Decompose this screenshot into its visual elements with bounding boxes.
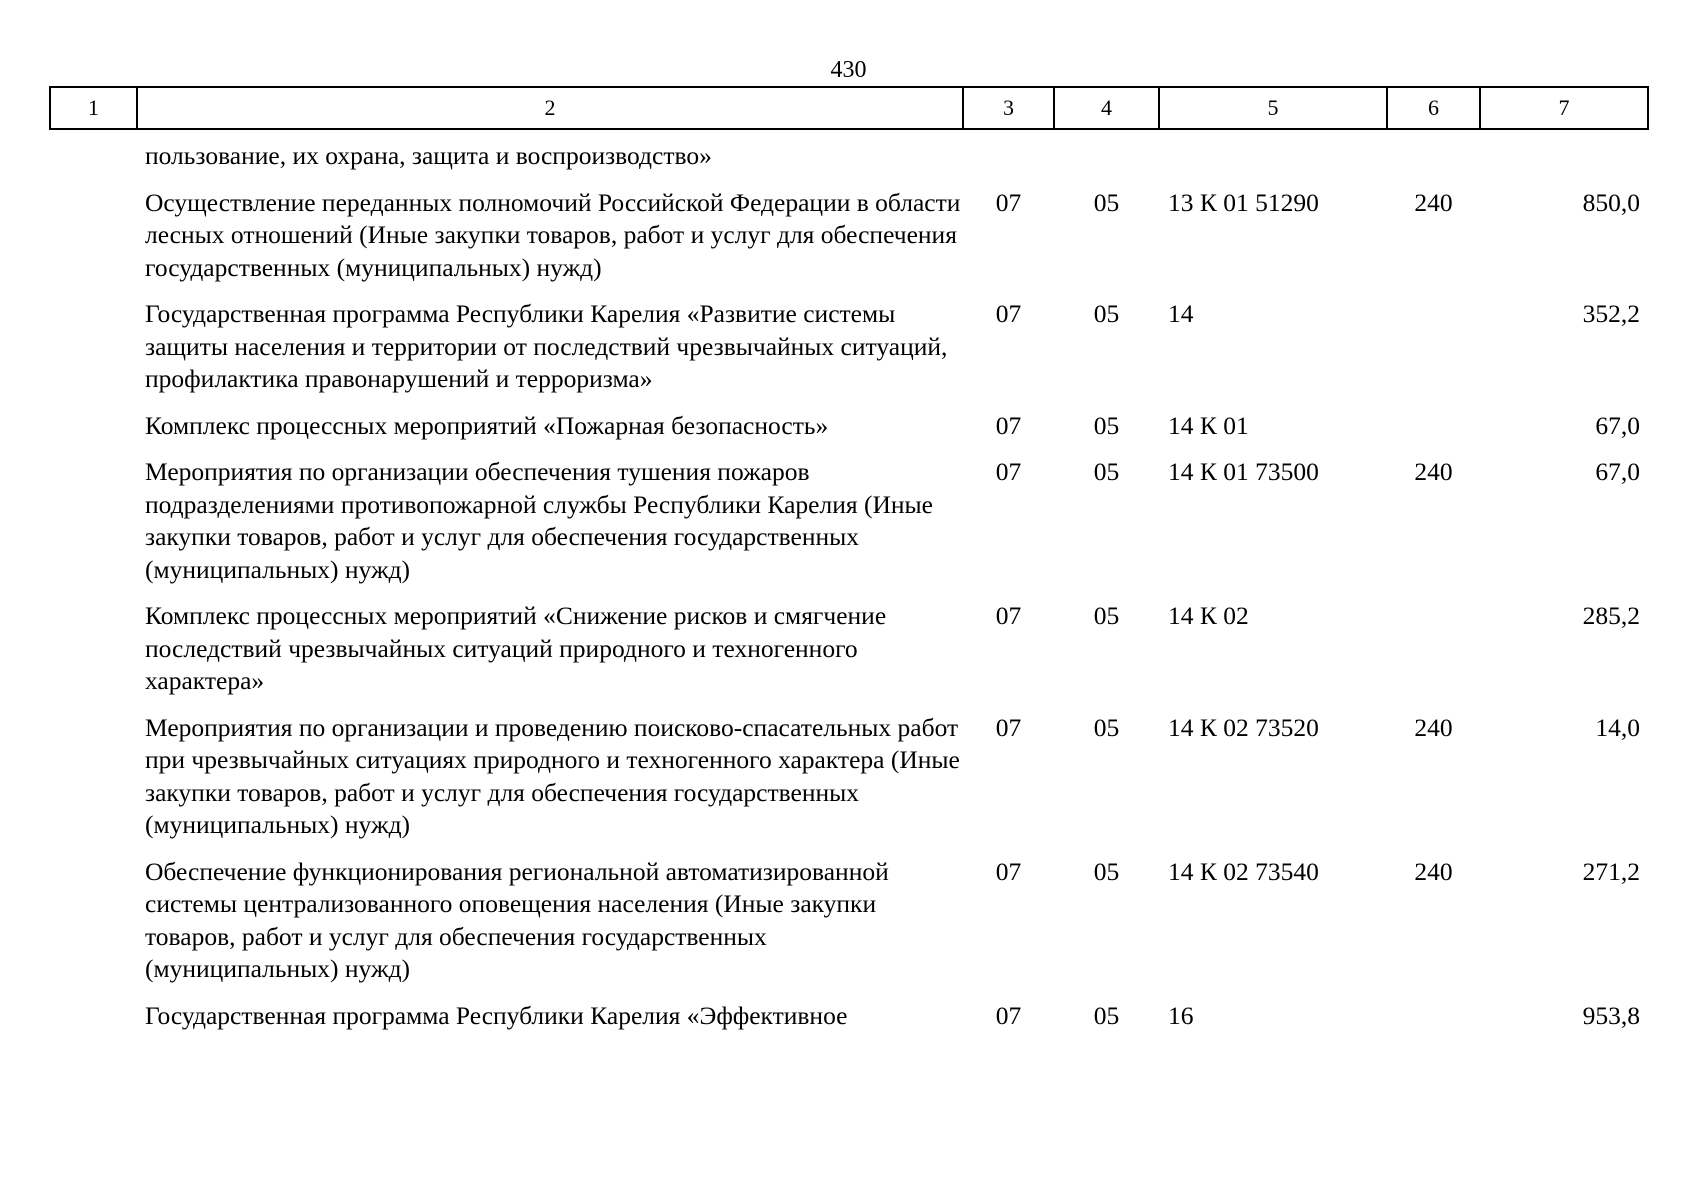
- table-row: [50, 712, 1648, 856]
- column-header: 4: [1054, 87, 1159, 129]
- row-section: 07: [995, 601, 1022, 630]
- row-target-code: 14: [1168, 299, 1194, 328]
- row-expense-type: 240: [1414, 457, 1453, 486]
- column-header: 2: [137, 87, 963, 129]
- row-target-code: 14 К 01: [1168, 410, 1249, 440]
- table-row: [50, 129, 1648, 187]
- row-expense-type: [1387, 298, 1480, 410]
- column-header: 7: [1480, 87, 1648, 129]
- row-name: Мероприятия по организации и проведению поисково-спасательных работ при чрезвычайных ситуациях природного и техногенного характера (Иные закупки товаров, работ и услуг для обеспечения государственных (муниципальных) нужд): [145, 712, 960, 839]
- row-subsection: 05: [1093, 410, 1120, 440]
- row-name: Комплекс процессных мероприятий «Пожарная безопасность»: [145, 410, 829, 440]
- table-row: [50, 1000, 1648, 1047]
- table-row: [50, 856, 1648, 1000]
- row-name: Комплекс процессных мероприятий «Снижение рисков и смягчение последствий чрезвычайных ситуаций природного и техногенного характера»: [145, 601, 887, 695]
- row-subsection: 05: [1093, 1000, 1120, 1030]
- row-name: Обеспечение функционирования региональной автоматизированной системы централизованного оповещения населения (Иные закупки товаров, работ и услуг для обеспечения государственных (муниципальных) нужд): [145, 856, 889, 983]
- row-target-code: 14 К 02: [1168, 601, 1249, 630]
- row-target-code: 16: [1168, 1000, 1194, 1030]
- page-number: 430: [830, 57, 867, 83]
- row-amount: 352,2: [1582, 299, 1640, 328]
- row-section: 07: [995, 299, 1022, 328]
- row-subsection: [1054, 129, 1159, 187]
- column-header-row: [50, 87, 1648, 129]
- table-row: [50, 298, 1648, 410]
- row-name: Осуществление переданных полномочий Российской Федерации в области лесных отношений (Иные закупки товаров, работ и услуг для обеспечения государственных (муниципальных) нужд): [145, 187, 961, 282]
- table-row: [50, 187, 1648, 299]
- row-expense-type: [1387, 1000, 1480, 1047]
- row-target-code: 13 К 01 51290: [1168, 187, 1319, 217]
- column-header: 6: [1387, 87, 1480, 129]
- row-amount: 67,0: [1595, 457, 1640, 486]
- row-expense-type: [1387, 129, 1480, 187]
- budget-table: [49, 86, 1649, 1046]
- row-target-code: [1159, 129, 1387, 187]
- row-section: 07: [995, 1000, 1022, 1030]
- row-subsection: 05: [1093, 457, 1120, 486]
- row-amount: [1480, 129, 1648, 187]
- row-expense-type: 240: [1414, 187, 1453, 217]
- row-name: пользование, их охрана, защита и воспроизводство»: [145, 141, 712, 170]
- row-expense-type: 240: [1414, 856, 1453, 886]
- row-subsection: 05: [1093, 187, 1120, 217]
- row-expense-type: 240: [1414, 712, 1453, 742]
- row-amount: 67,0: [1595, 410, 1640, 440]
- row-subsection: 05: [1093, 601, 1120, 630]
- row-amount: 850,0: [1582, 187, 1640, 217]
- row-section: 07: [995, 457, 1022, 486]
- table-row: [50, 456, 1648, 600]
- row-target-code: 14 К 01 73500: [1168, 457, 1319, 486]
- row-section: [963, 129, 1054, 187]
- row-expense-type: [1387, 600, 1480, 712]
- row-subsection: 05: [1093, 299, 1120, 328]
- column-header: 1: [50, 87, 137, 129]
- column-header: 3: [963, 87, 1054, 129]
- row-amount: 953,8: [1582, 1000, 1640, 1030]
- table-row: [50, 600, 1648, 712]
- table-row: [50, 410, 1648, 457]
- row-subsection: 05: [1093, 856, 1120, 886]
- row-section: 07: [995, 410, 1022, 440]
- row-section: 07: [995, 712, 1022, 742]
- column-header: 5: [1159, 87, 1387, 129]
- row-amount: 14,0: [1595, 712, 1640, 742]
- row-amount: 285,2: [1582, 601, 1640, 630]
- row-subsection: 05: [1093, 712, 1120, 742]
- row-expense-type: [1387, 410, 1480, 457]
- row-name: Государственная программа Республики Карелия «Эффективное: [145, 1000, 848, 1030]
- row-name: Государственная программа Республики Карелия «Развитие системы защиты населения и территории от последствий чрезвычайных ситуаций, профилактика правонарушений и терроризма»: [145, 299, 948, 393]
- row-target-code: 14 К 02 73520: [1168, 712, 1319, 742]
- row-section: 07: [995, 856, 1022, 886]
- row-name: Мероприятия по организации обеспечения тушения пожаров подразделениями противопожарной службы Республики Карелия (Иные закупки товаров, работ и услуг для обеспечения государственных (муниципальных) нужд): [145, 457, 933, 584]
- row-amount: 271,2: [1582, 856, 1640, 886]
- row-target-code: 14 К 02 73540: [1168, 856, 1319, 886]
- row-section: 07: [995, 187, 1022, 217]
